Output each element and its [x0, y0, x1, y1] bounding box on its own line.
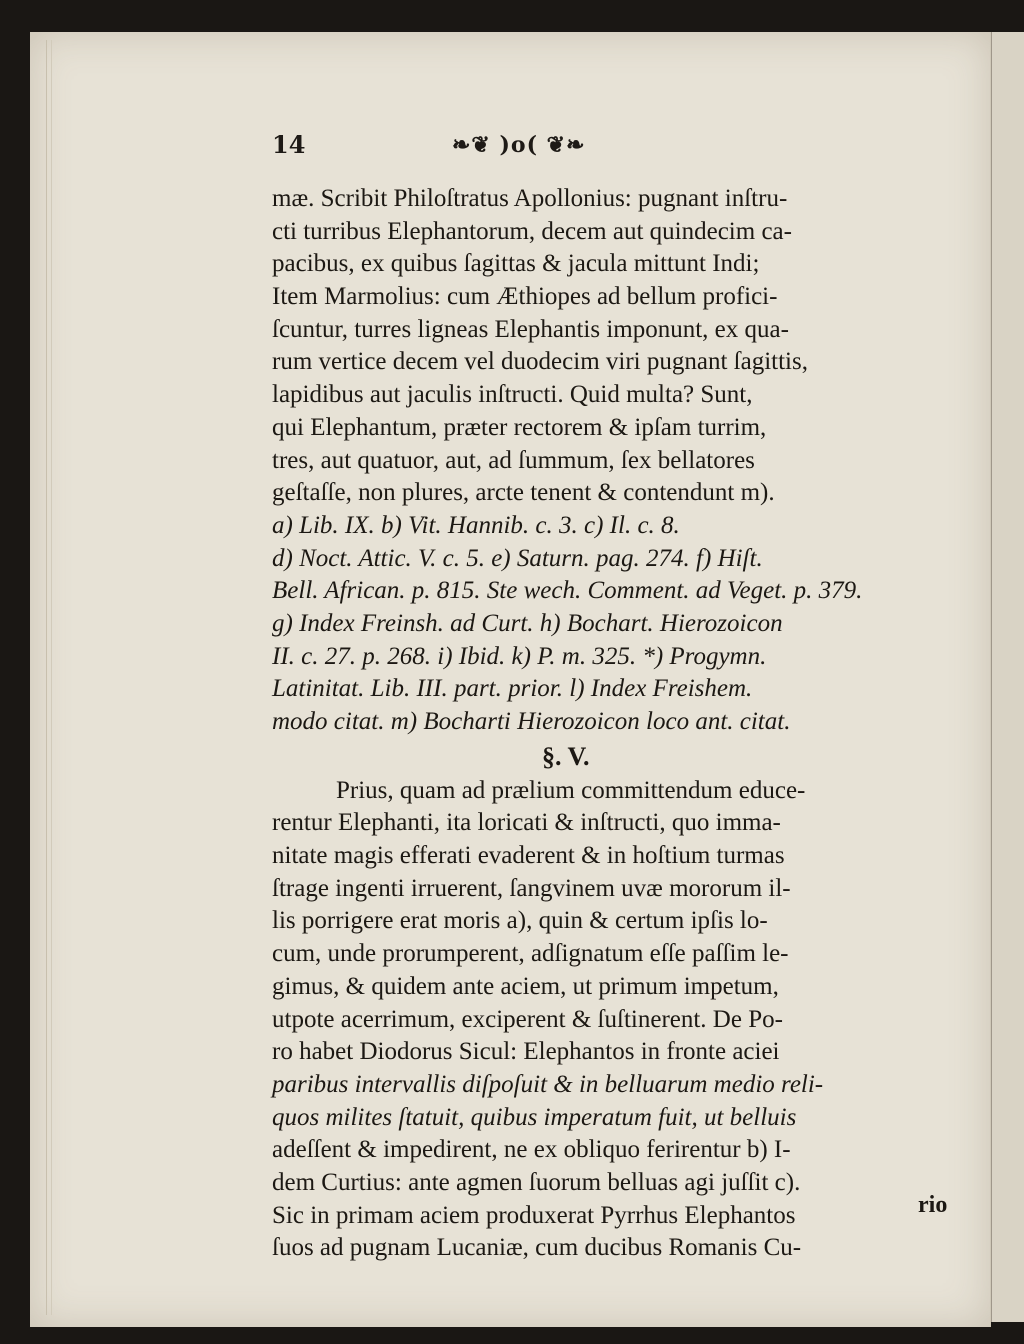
text-line: qui Elephantum, præter rectorem & ipſam turrim, [272, 413, 767, 441]
text-line: Prius, quam ad prælium committendum educe- [336, 776, 806, 804]
adjacent-page-edge [990, 32, 1024, 1322]
text-line: Item Marmolius: cum Æthiopes ad bellum profici- [272, 283, 778, 311]
text-line: cum, unde prorumperent, adſignatum eſſe paſſim le- [272, 940, 789, 968]
text-line: gimus, & quidem ante aciem, ut primum impetum, [272, 972, 779, 1000]
text-line: rum vertice decem vel duodecim viri pugnant ſagittis, [272, 348, 808, 376]
text-line: ſcuntur, turres ligneas Elephantis imponunt, ex qua- [272, 315, 789, 343]
text-line: ſuos ad pugnam Lucaniæ, cum ducibus Romanis Cu- [272, 1234, 802, 1262]
text-line: ro habet Diodorus Sicul: Elephantos in fronte aciei [272, 1038, 780, 1066]
text-line: geſtaſſe, non plures, arcte tenent & contendunt m). [272, 479, 775, 507]
footnote-line: Latinitat. Lib. III. part. prior. l) Index Freishem. [272, 675, 753, 703]
catchword: rio [918, 1192, 948, 1218]
text-line: tres, aut quatuor, aut, ad ſummum, ſex bellatores [272, 446, 755, 474]
text-line: lis porrigere erat moris a), quin & certum ipſis lo- [272, 907, 768, 935]
text-line: paribus intervallis diſpoſuit & in belluarum medio reli- [272, 1070, 824, 1098]
text-line: pacibus, ex quibus ſagittas & jacula mittunt Indi; [272, 250, 760, 278]
header-ornament: ❧❦ )o( ❦❧ [452, 132, 586, 158]
text-line: rentur Elephanti, ita loricati & inſtructi, quo imma- [272, 809, 781, 837]
footnote-line: g) Index Freinsh. ad Curt. h) Bochart. Hierozoicon [272, 609, 783, 637]
text-line: dem Curtius: ante agmen ſuorum belluas agi juſſit c). [272, 1168, 801, 1196]
text-line: cti turribus Elephantorum, decem aut quindecim ca- [272, 217, 792, 245]
text-line: quos milites ſtatuit, quibus imperatum fuit, ut belluis [272, 1103, 797, 1131]
page-header [272, 130, 952, 170]
text-line: Sic in primam aciem produxerat Pyrrhus Elephantos [272, 1201, 796, 1229]
footnote-line: II. c. 27. p. 268. i) Ibid. k) P. m. 325. *) Progymn. [272, 642, 767, 670]
footnote-line: a) Lib. IX. b) Vit. Hannib. c. 3. c) Il. c. 8. [272, 511, 680, 539]
text-line: ſtrage ingenti irruerent, ſangvinem uvæ mororum il- [272, 874, 791, 902]
text-line: nitate magis efferati evaderent & in hoſtium turmas [272, 842, 785, 870]
text-line: adeſſent & impedirent, ne ex obliquo ferirentur b) I- [272, 1136, 791, 1164]
page-number: 14 [272, 130, 306, 159]
text-line: lapidibus aut jaculis inſtructi. Quid multa? Sunt, [272, 381, 753, 409]
text-line: utpote acerrimum, exciperent & ſuſtinerent. De Po- [272, 1005, 783, 1033]
text-line: mæ. Scribit Philoſtratus Apollonius: pugnant inſtru- [272, 185, 788, 212]
page-stack-edge [46, 40, 52, 1315]
footnote-line: modo citat. m) Bocharti Hierozoicon loco ant. citat. [272, 708, 791, 735]
page-body [272, 183, 956, 1265]
section-heading: §. V. [542, 741, 590, 771]
footnote-line: d) Noct. Attic. V. c. 5. e) Saturn. pag. 274. f) Hiſt. [272, 544, 763, 572]
footnote-line: Bell. African. p. 815. Ste wech. Comment. ad Veget. p. 379. [272, 577, 863, 605]
